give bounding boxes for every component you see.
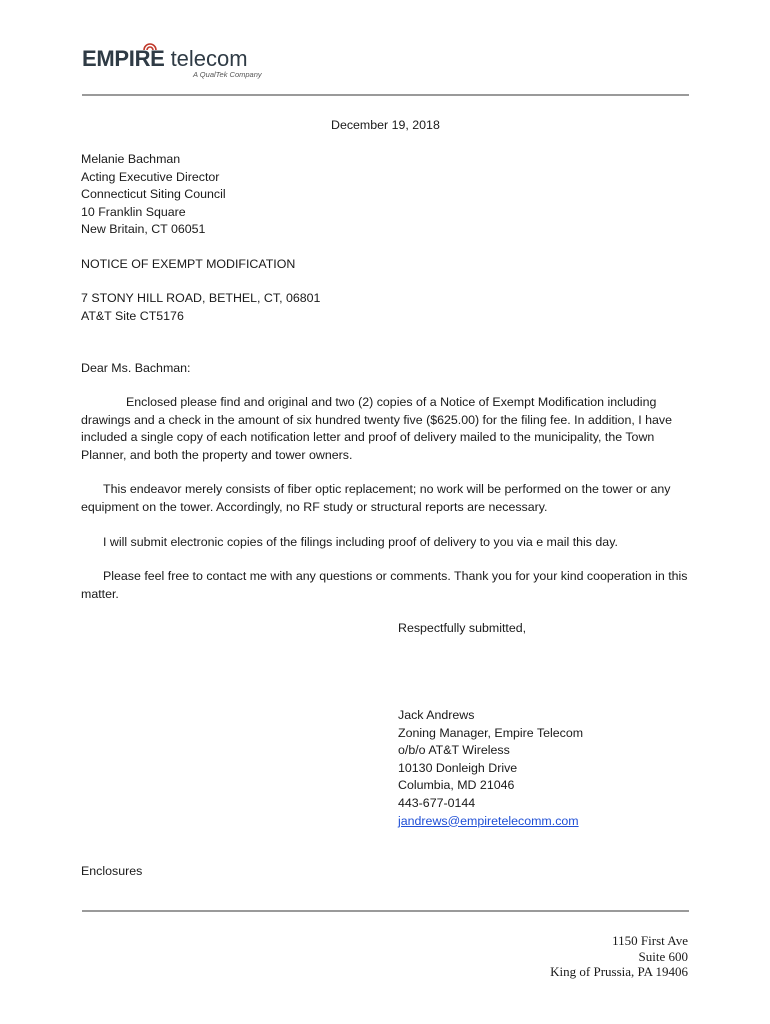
logo-telecom-text: telecom — [170, 46, 248, 71]
site-info — [81, 290, 320, 325]
body-paragraph: This endeavor merely consists of fiber optic replacement; no work will be performed on the tower or any equipment on the tower. Accordingly, no RF study or structural reports are necessary. — [81, 482, 671, 514]
recipient-line: Melanie Bachman — [81, 152, 181, 166]
signature-line: 443-677-0144 — [398, 795, 476, 810]
signature-line: Zoning Manager, Empire Telecom — [398, 725, 584, 740]
signature-line: 10130 Donleigh Drive — [398, 760, 518, 775]
site-line: 7 STONY HILL ROAD, BETHEL, CT, 06801 — [81, 291, 321, 305]
signature-block — [398, 707, 583, 830]
footer-address-line: 1150 First Ave — [612, 933, 688, 948]
recipient-line: New Britain, CT 06051 — [81, 222, 206, 237]
logo-empire-text: EMPIRE — [82, 46, 165, 71]
signature-line: Jack Andrews — [398, 708, 475, 722]
salutation: Dear Ms. Bachman: — [81, 361, 191, 375]
footer-address-line: King of Prussia, PA 19406 — [550, 964, 688, 979]
company-logo — [82, 38, 282, 86]
email-link[interactable]: jandrews@empiretelecomm.com — [398, 813, 579, 828]
notice-heading: NOTICE OF EXEMPT MODIFICATION — [81, 257, 296, 271]
site-line: AT&T Site CT5176 — [81, 308, 184, 323]
letter-date: December 19, 2018 — [331, 118, 440, 132]
recipient-line: 10 Franklin Square — [81, 204, 186, 219]
footer-address — [550, 933, 688, 980]
body-paragraph: I will submit electronic copies of the filings including proof of delivery to you via e mail this day. — [103, 535, 618, 549]
closing: Respectfully submitted, — [398, 621, 527, 635]
enclosures-label: Enclosures — [81, 864, 143, 878]
signature-line: o/b/o AT&T Wireless — [398, 743, 510, 758]
header-divider — [82, 94, 689, 96]
footer-divider — [82, 910, 689, 912]
signature-line: Columbia, MD 21046 — [398, 778, 515, 793]
recipient-line: Connecticut Siting Council — [81, 187, 226, 202]
logo-tagline: A QualTek Company — [193, 70, 262, 79]
footer-address-line: Suite 600 — [638, 948, 688, 964]
recipient-line: Acting Executive Director — [81, 169, 220, 184]
body-paragraph: Enclosed please find and original and two (2) copies of a Notice of Exempt Modification including drawings and a check in the amount of six hundred twenty five ($625.00) for the filing fee. In addition, I have included a single copy of each notification letter and proof of delivery mailed to the municipality, the Town Planner, and both the property and tower owners. — [81, 395, 672, 462]
body-paragraph: Please feel free to contact me with any questions or comments. Thank you for your kind cooperation in this matter. — [81, 569, 688, 601]
recipient-address — [81, 151, 226, 239]
